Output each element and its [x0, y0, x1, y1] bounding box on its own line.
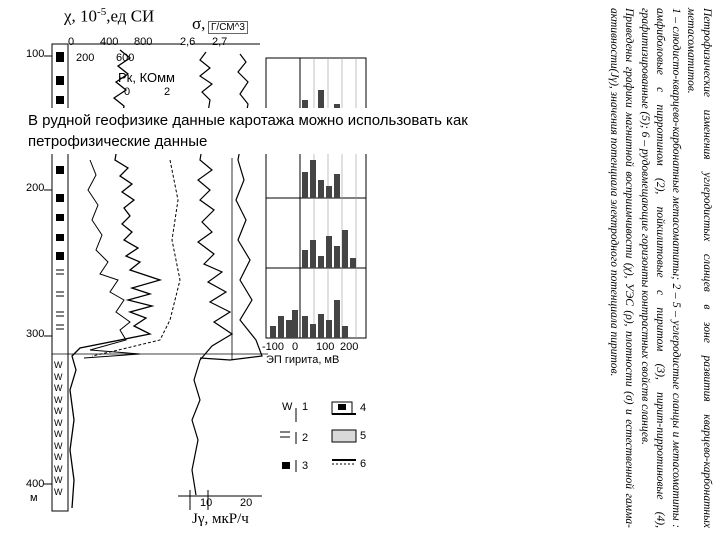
legend-item-5: 5	[360, 430, 367, 442]
sigma-tick-2-7: 2,7	[212, 36, 228, 48]
gamma-tick-10: 10	[200, 497, 213, 509]
chi-tick-800: 800	[134, 36, 153, 48]
caption-body: 1 – слюдисто-кварцево-карбонатные метасоматиты; 2 – 5 – углеродистые сланцы и метасоматиты : амфиболовые с пирротином (2), пойкилитовые с пиритом (3), пирит-пирротиновые (4), графитизированные (5); 6 – рудовмещающие горизонты контрастных свойств сланцев.	[639, 8, 682, 528]
sigma-unit: Г/СМ^3	[208, 21, 248, 34]
depth-label-200: 200	[26, 182, 45, 194]
ep-tick-minus100: -100	[262, 341, 285, 353]
depth-label-300: 300	[26, 328, 45, 340]
rk-tick-2: 2	[164, 86, 171, 98]
figure-caption	[536, 0, 716, 540]
ep-tick-100: 100	[316, 341, 335, 353]
rk-label: Рк, КОмм	[118, 70, 175, 85]
sigma-tick-2-6: 2,6	[180, 36, 196, 48]
caption-title: Петрофизические изменения углеродистых сланцев в зоне развития кварцево-карбонатных метасоматитов.	[685, 8, 713, 528]
legend-item-2: 2	[302, 432, 309, 444]
gamma-tick-20: 20	[240, 497, 253, 509]
legend-item-4: 4	[360, 402, 367, 414]
ep-tick-200: 200	[340, 341, 359, 353]
legend-item-1: 1	[302, 401, 309, 413]
overlay-text: В рудной геофизике данные каротажа можно использовать как петрофизические данные	[25, 108, 530, 154]
chi-tick-200: 200	[76, 52, 95, 64]
chi-tick-400: 400	[100, 36, 119, 48]
legend-item-3: 3	[302, 460, 309, 472]
gamma-axis-label: Jγ, мкР/ч	[192, 511, 249, 527]
chi-tick-0: 0	[68, 36, 75, 48]
ep-axis-label: ЭП гирита, мВ	[266, 354, 340, 366]
caption-body-2: Приведены графики магнитной восприимчивости (χ), УЭС (ρ), плотности (σ) и естественной гамма-активности(Jγ), значения потенциала электродного потенциала пиритов.	[608, 8, 636, 528]
legend-w: W	[282, 401, 293, 413]
ep-tick-0: 0	[292, 341, 299, 353]
chi-label: χ, $10^{-5},ед$ СИ	[64, 6, 155, 26]
w-symbols: W W W W W W W W W W W W	[54, 360, 63, 497]
legend-item-6: 6	[360, 458, 367, 470]
rk-tick-0: 0	[124, 86, 131, 98]
chi-tick-600: 600	[116, 52, 135, 64]
depth-unit: м	[30, 492, 38, 504]
depth-label-100: 100	[26, 48, 45, 60]
depth-label-400: 400	[26, 478, 45, 490]
ep-histogram-panel	[266, 58, 366, 338]
sigma-label: σ,	[192, 14, 206, 33]
